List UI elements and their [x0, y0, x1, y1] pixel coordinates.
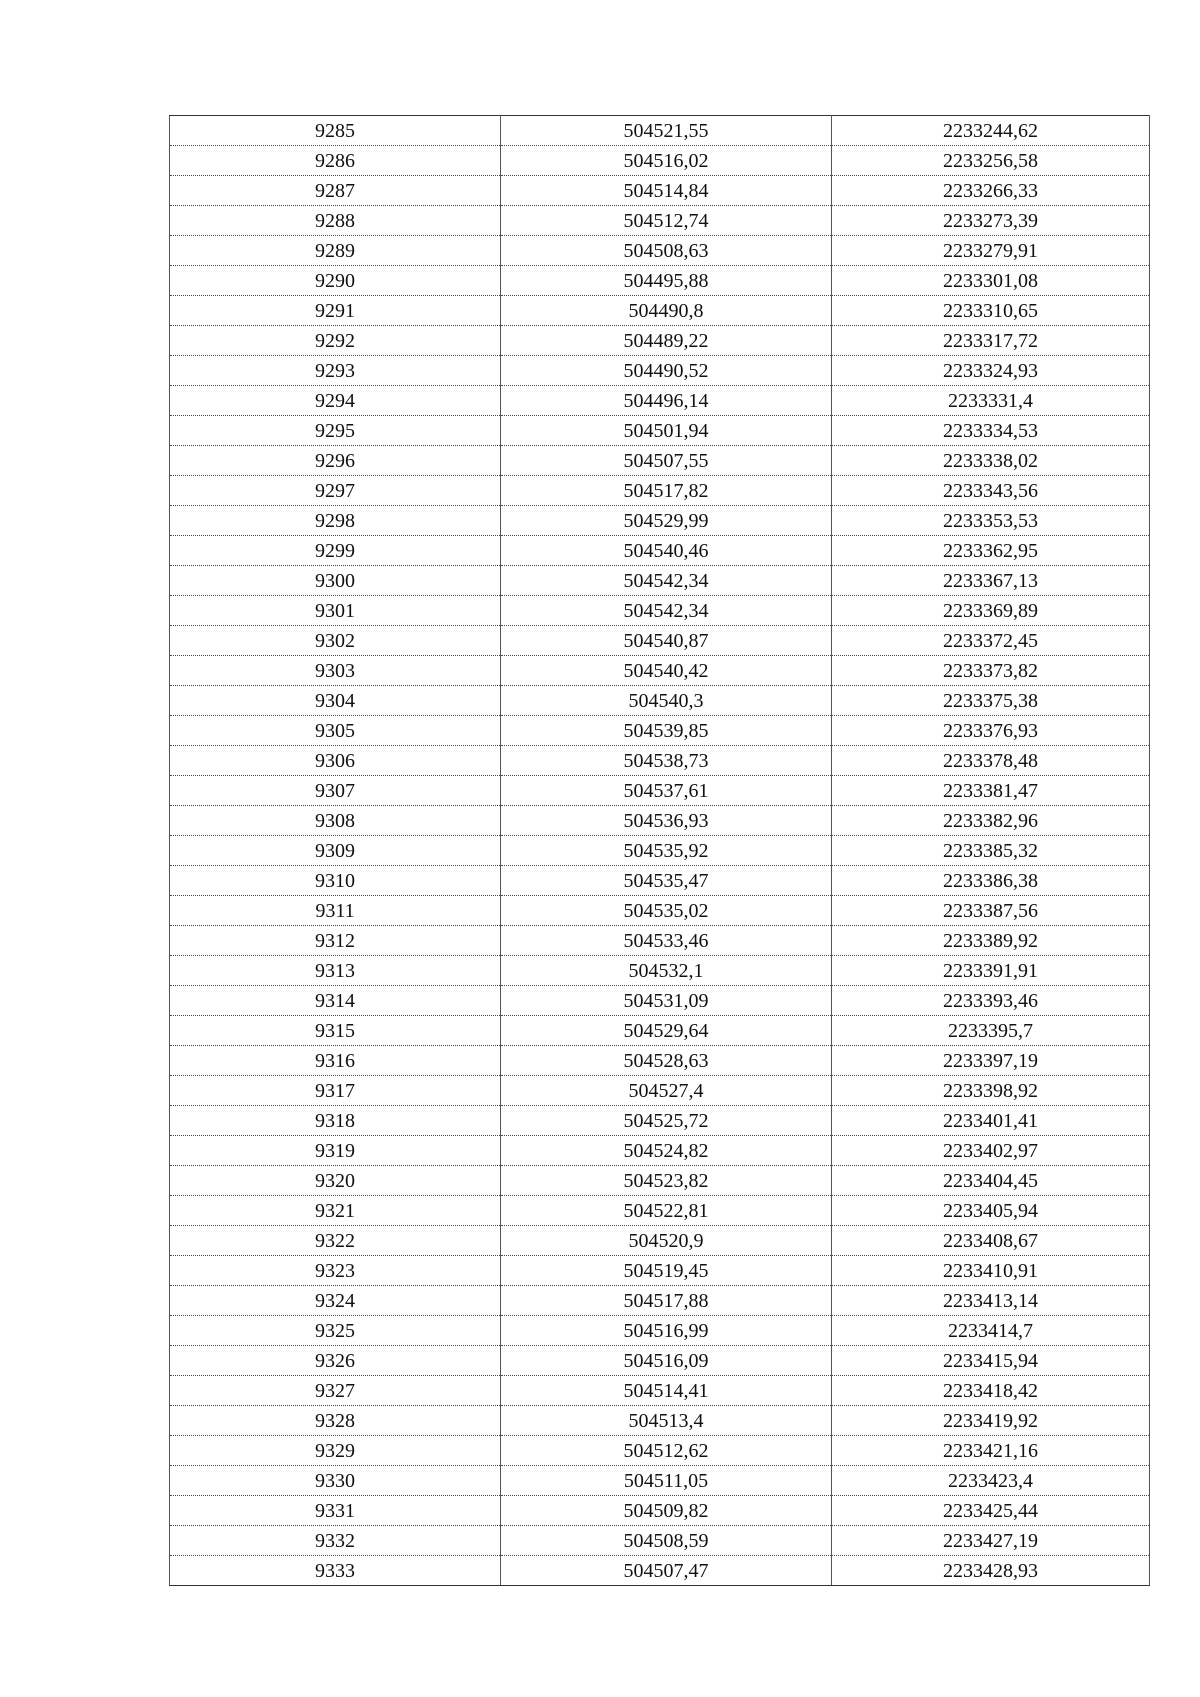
x-coordinate-cell: 504525,72 — [501, 1106, 832, 1136]
x-coordinate-cell: 504508,63 — [501, 236, 832, 266]
y-coordinate-cell: 2233415,94 — [832, 1346, 1150, 1376]
table-row — [170, 986, 1150, 1016]
y-coordinate-cell: 2233404,45 — [832, 1166, 1150, 1196]
point-number-cell: 9320 — [170, 1166, 501, 1196]
x-coordinate-cell: 504490,8 — [501, 296, 832, 326]
x-coordinate-cell: 504523,82 — [501, 1166, 832, 1196]
point-number-cell: 9300 — [170, 566, 501, 596]
point-number-cell: 9310 — [170, 866, 501, 896]
x-coordinate-cell: 504501,94 — [501, 416, 832, 446]
x-coordinate-cell: 504527,4 — [501, 1076, 832, 1106]
y-coordinate-cell: 2233401,41 — [832, 1106, 1150, 1136]
y-coordinate-cell: 2233428,93 — [832, 1556, 1150, 1586]
x-coordinate-cell: 504507,47 — [501, 1556, 832, 1586]
y-coordinate-cell: 2233419,92 — [832, 1406, 1150, 1436]
point-number-cell: 9325 — [170, 1316, 501, 1346]
point-number-cell: 9285 — [170, 116, 501, 146]
point-number-cell: 9311 — [170, 896, 501, 926]
x-coordinate-cell: 504507,55 — [501, 446, 832, 476]
table-row — [170, 356, 1150, 386]
coordinates-table-body — [170, 116, 1150, 1586]
table-row — [170, 686, 1150, 716]
table-row — [170, 206, 1150, 236]
table-row — [170, 1106, 1150, 1136]
table-row — [170, 896, 1150, 926]
y-coordinate-cell: 2233423,4 — [832, 1466, 1150, 1496]
y-coordinate-cell: 2233398,92 — [832, 1076, 1150, 1106]
y-coordinate-cell: 2233413,14 — [832, 1286, 1150, 1316]
y-coordinate-cell: 2233397,19 — [832, 1046, 1150, 1076]
x-coordinate-cell: 504489,22 — [501, 326, 832, 356]
table-row — [170, 1166, 1150, 1196]
table-row — [170, 1076, 1150, 1106]
x-coordinate-cell: 504512,62 — [501, 1436, 832, 1466]
point-number-cell: 9323 — [170, 1256, 501, 1286]
y-coordinate-cell: 2233382,96 — [832, 806, 1150, 836]
x-coordinate-cell: 504521,55 — [501, 116, 832, 146]
point-number-cell: 9291 — [170, 296, 501, 326]
table-row — [170, 296, 1150, 326]
x-coordinate-cell: 504496,14 — [501, 386, 832, 416]
point-number-cell: 9305 — [170, 716, 501, 746]
point-number-cell: 9331 — [170, 1496, 501, 1526]
x-coordinate-cell: 504509,82 — [501, 1496, 832, 1526]
point-number-cell: 9321 — [170, 1196, 501, 1226]
x-coordinate-cell: 504537,61 — [501, 776, 832, 806]
table-row — [170, 866, 1150, 896]
point-number-cell: 9329 — [170, 1436, 501, 1466]
x-coordinate-cell: 504516,99 — [501, 1316, 832, 1346]
point-number-cell: 9326 — [170, 1346, 501, 1376]
point-number-cell: 9312 — [170, 926, 501, 956]
table-row — [170, 1256, 1150, 1286]
point-number-cell: 9324 — [170, 1286, 501, 1316]
point-number-cell: 9332 — [170, 1526, 501, 1556]
x-coordinate-cell: 504514,41 — [501, 1376, 832, 1406]
table-row — [170, 1136, 1150, 1166]
x-coordinate-cell: 504529,64 — [501, 1016, 832, 1046]
x-coordinate-cell: 504529,99 — [501, 506, 832, 536]
y-coordinate-cell: 2233386,38 — [832, 866, 1150, 896]
table-row — [170, 416, 1150, 446]
table-row — [170, 1496, 1150, 1526]
x-coordinate-cell: 504508,59 — [501, 1526, 832, 1556]
x-coordinate-cell: 504524,82 — [501, 1136, 832, 1166]
x-coordinate-cell: 504536,93 — [501, 806, 832, 836]
table-row — [170, 776, 1150, 806]
y-coordinate-cell: 2233343,56 — [832, 476, 1150, 506]
point-number-cell: 9303 — [170, 656, 501, 686]
y-coordinate-cell: 2233324,93 — [832, 356, 1150, 386]
point-number-cell: 9327 — [170, 1376, 501, 1406]
point-number-cell: 9298 — [170, 506, 501, 536]
y-coordinate-cell: 2233425,44 — [832, 1496, 1150, 1526]
point-number-cell: 9295 — [170, 416, 501, 446]
x-coordinate-cell: 504538,73 — [501, 746, 832, 776]
point-number-cell: 9315 — [170, 1016, 501, 1046]
x-coordinate-cell: 504539,85 — [501, 716, 832, 746]
y-coordinate-cell: 2233385,32 — [832, 836, 1150, 866]
table-row — [170, 566, 1150, 596]
point-number-cell: 9286 — [170, 146, 501, 176]
table-row — [170, 626, 1150, 656]
point-number-cell: 9293 — [170, 356, 501, 386]
point-number-cell: 9322 — [170, 1226, 501, 1256]
y-coordinate-cell: 2233362,95 — [832, 536, 1150, 566]
table-row — [170, 1226, 1150, 1256]
table-row — [170, 1526, 1150, 1556]
table-row — [170, 716, 1150, 746]
table-row — [170, 746, 1150, 776]
table-row — [170, 536, 1150, 566]
x-coordinate-cell: 504535,02 — [501, 896, 832, 926]
x-coordinate-cell: 504535,47 — [501, 866, 832, 896]
x-coordinate-cell: 504528,63 — [501, 1046, 832, 1076]
table-row — [170, 1286, 1150, 1316]
y-coordinate-cell: 2233310,65 — [832, 296, 1150, 326]
point-number-cell: 9308 — [170, 806, 501, 836]
point-number-cell: 9333 — [170, 1556, 501, 1586]
point-number-cell: 9316 — [170, 1046, 501, 1076]
table-row — [170, 656, 1150, 686]
y-coordinate-cell: 2233373,82 — [832, 656, 1150, 686]
point-number-cell: 9314 — [170, 986, 501, 1016]
y-coordinate-cell: 2233331,4 — [832, 386, 1150, 416]
table-row — [170, 1316, 1150, 1346]
x-coordinate-cell: 504513,4 — [501, 1406, 832, 1436]
table-row — [170, 1436, 1150, 1466]
table-row — [170, 1046, 1150, 1076]
table-row — [170, 926, 1150, 956]
y-coordinate-cell: 2233408,67 — [832, 1226, 1150, 1256]
point-number-cell: 9287 — [170, 176, 501, 206]
table-row — [170, 1466, 1150, 1496]
table-row — [170, 326, 1150, 356]
y-coordinate-cell: 2233334,53 — [832, 416, 1150, 446]
x-coordinate-cell: 504511,05 — [501, 1466, 832, 1496]
y-coordinate-cell: 2233410,91 — [832, 1256, 1150, 1286]
table-row — [170, 176, 1150, 206]
table-row — [170, 146, 1150, 176]
y-coordinate-cell: 2233372,45 — [832, 626, 1150, 656]
table-row — [170, 266, 1150, 296]
point-number-cell: 9318 — [170, 1106, 501, 1136]
x-coordinate-cell: 504531,09 — [501, 986, 832, 1016]
point-number-cell: 9290 — [170, 266, 501, 296]
y-coordinate-cell: 2233353,53 — [832, 506, 1150, 536]
point-number-cell: 9328 — [170, 1406, 501, 1436]
y-coordinate-cell: 2233418,42 — [832, 1376, 1150, 1406]
x-coordinate-cell: 504517,82 — [501, 476, 832, 506]
x-coordinate-cell: 504512,74 — [501, 206, 832, 236]
table-row — [170, 236, 1150, 266]
point-number-cell: 9289 — [170, 236, 501, 266]
y-coordinate-cell: 2233395,7 — [832, 1016, 1150, 1046]
table-row — [170, 596, 1150, 626]
table-row — [170, 446, 1150, 476]
point-number-cell: 9292 — [170, 326, 501, 356]
x-coordinate-cell: 504533,46 — [501, 926, 832, 956]
x-coordinate-cell: 504540,42 — [501, 656, 832, 686]
x-coordinate-cell: 504516,09 — [501, 1346, 832, 1376]
x-coordinate-cell: 504519,45 — [501, 1256, 832, 1286]
y-coordinate-cell: 2233244,62 — [832, 116, 1150, 146]
table-row — [170, 836, 1150, 866]
table-row — [170, 1556, 1150, 1586]
y-coordinate-cell: 2233391,91 — [832, 956, 1150, 986]
table-row — [170, 1376, 1150, 1406]
point-number-cell: 9307 — [170, 776, 501, 806]
x-coordinate-cell: 504490,52 — [501, 356, 832, 386]
y-coordinate-cell: 2233279,91 — [832, 236, 1150, 266]
point-number-cell: 9317 — [170, 1076, 501, 1106]
x-coordinate-cell: 504540,46 — [501, 536, 832, 566]
x-coordinate-cell: 504542,34 — [501, 566, 832, 596]
x-coordinate-cell: 504516,02 — [501, 146, 832, 176]
y-coordinate-cell: 2233338,02 — [832, 446, 1150, 476]
point-number-cell: 9319 — [170, 1136, 501, 1166]
table-row — [170, 1196, 1150, 1226]
x-coordinate-cell: 504520,9 — [501, 1226, 832, 1256]
y-coordinate-cell: 2233393,46 — [832, 986, 1150, 1016]
y-coordinate-cell: 2233378,48 — [832, 746, 1150, 776]
point-number-cell: 9299 — [170, 536, 501, 566]
table-row — [170, 1016, 1150, 1046]
point-number-cell: 9306 — [170, 746, 501, 776]
y-coordinate-cell: 2233402,97 — [832, 1136, 1150, 1166]
y-coordinate-cell: 2233317,72 — [832, 326, 1150, 356]
x-coordinate-cell: 504540,3 — [501, 686, 832, 716]
y-coordinate-cell: 2233369,89 — [832, 596, 1150, 626]
y-coordinate-cell: 2233405,94 — [832, 1196, 1150, 1226]
table-row — [170, 1346, 1150, 1376]
y-coordinate-cell: 2233376,93 — [832, 716, 1150, 746]
x-coordinate-cell: 504495,88 — [501, 266, 832, 296]
point-number-cell: 9330 — [170, 1466, 501, 1496]
x-coordinate-cell: 504517,88 — [501, 1286, 832, 1316]
point-number-cell: 9294 — [170, 386, 501, 416]
table-row — [170, 476, 1150, 506]
y-coordinate-cell: 2233427,19 — [832, 1526, 1150, 1556]
table-row — [170, 806, 1150, 836]
x-coordinate-cell: 504535,92 — [501, 836, 832, 866]
y-coordinate-cell: 2233414,7 — [832, 1316, 1150, 1346]
y-coordinate-cell: 2233367,13 — [832, 566, 1150, 596]
point-number-cell: 9309 — [170, 836, 501, 866]
point-number-cell: 9296 — [170, 446, 501, 476]
table-row — [170, 386, 1150, 416]
y-coordinate-cell: 2233266,33 — [832, 176, 1150, 206]
x-coordinate-cell: 504542,34 — [501, 596, 832, 626]
x-coordinate-cell: 504514,84 — [501, 176, 832, 206]
point-number-cell: 9297 — [170, 476, 501, 506]
y-coordinate-cell: 2233256,58 — [832, 146, 1150, 176]
table-row — [170, 956, 1150, 986]
x-coordinate-cell: 504532,1 — [501, 956, 832, 986]
point-number-cell: 9288 — [170, 206, 501, 236]
coordinates-table — [169, 115, 1150, 1586]
y-coordinate-cell: 2233273,39 — [832, 206, 1150, 236]
y-coordinate-cell: 2233421,16 — [832, 1436, 1150, 1466]
y-coordinate-cell: 2233301,08 — [832, 266, 1150, 296]
point-number-cell: 9313 — [170, 956, 501, 986]
point-number-cell: 9301 — [170, 596, 501, 626]
point-number-cell: 9304 — [170, 686, 501, 716]
x-coordinate-cell: 504540,87 — [501, 626, 832, 656]
table-row — [170, 116, 1150, 146]
x-coordinate-cell: 504522,81 — [501, 1196, 832, 1226]
point-number-cell: 9302 — [170, 626, 501, 656]
y-coordinate-cell: 2233387,56 — [832, 896, 1150, 926]
y-coordinate-cell: 2233389,92 — [832, 926, 1150, 956]
y-coordinate-cell: 2233375,38 — [832, 686, 1150, 716]
table-row — [170, 506, 1150, 536]
table-row — [170, 1406, 1150, 1436]
y-coordinate-cell: 2233381,47 — [832, 776, 1150, 806]
